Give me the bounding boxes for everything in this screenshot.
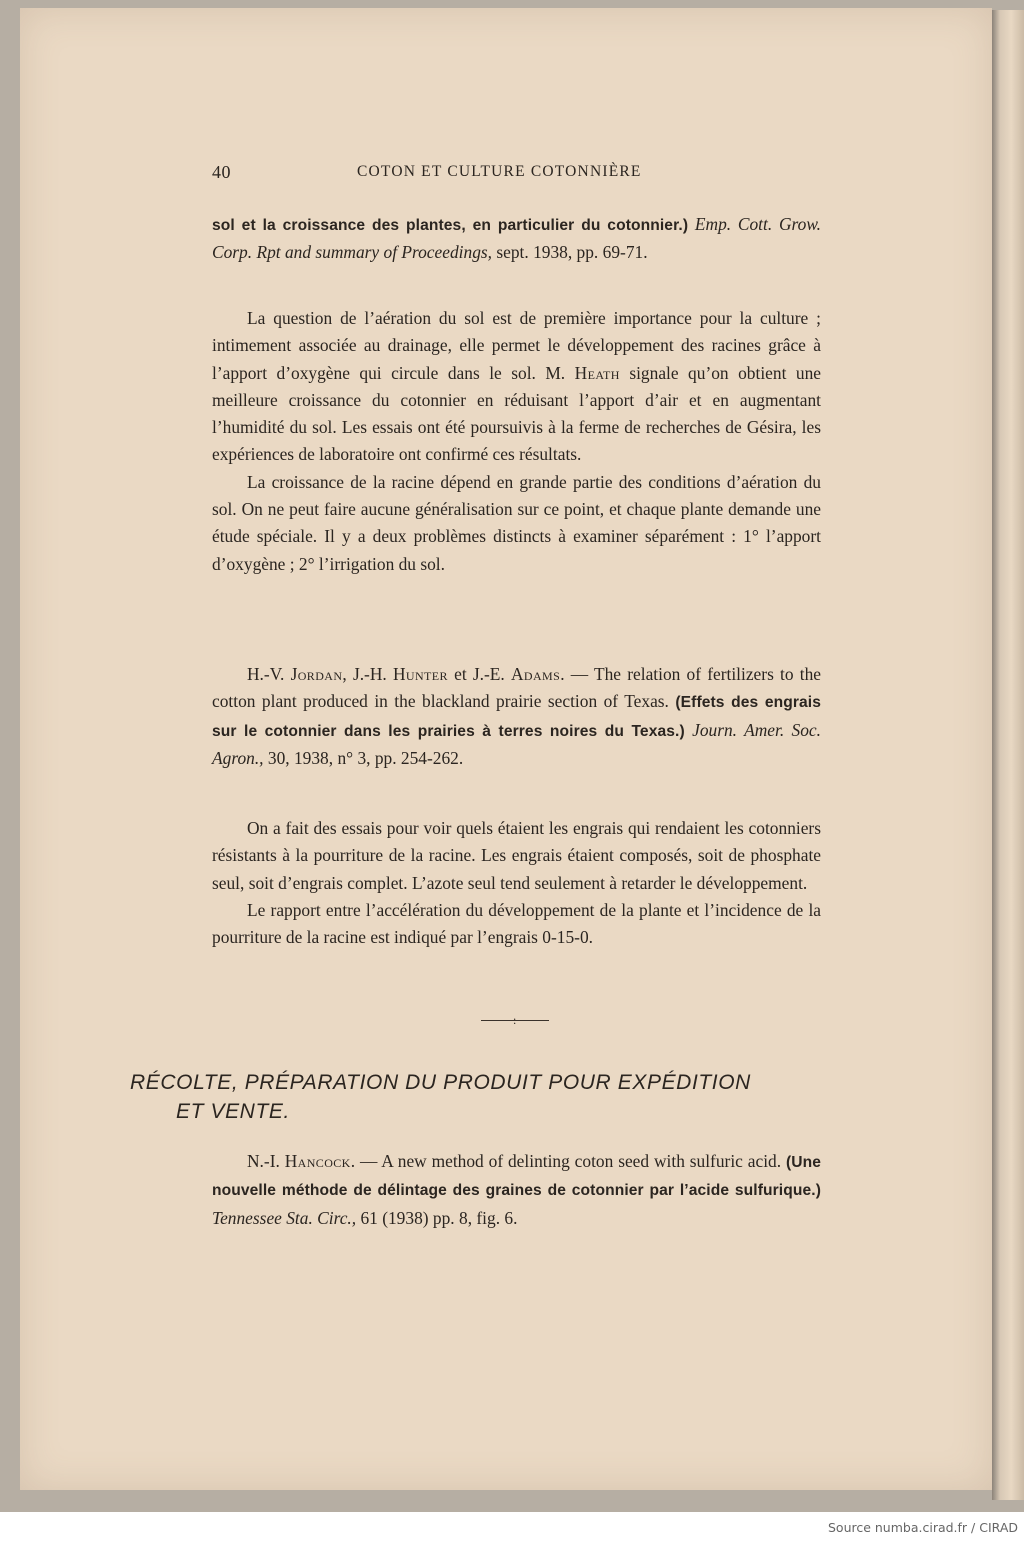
running-title: COTON ET CULTURE COTONNIÈRE bbox=[357, 163, 642, 180]
entry-continued-source: Emp. Cott. Grow. Corp. Rpt and summary of Proceedings, bbox=[212, 214, 821, 263]
divider-dot: : bbox=[513, 1013, 517, 1027]
paragraph-text: La question de l’aération du sol est de première importance pour la culture ; intimement associée au drainage, elle permet le développement des racines grâce à l’apport d’oxygène qui circule dans le sol. M. bbox=[212, 308, 821, 383]
entry-hancock bbox=[212, 1148, 821, 1232]
paragraph-engrais-1: On a fait des essais pour voir quels étaient les engrais qui rendaient les cotonniers résistants à la pourriture de la racine. Les engrais étaient composés, soit de phosphate seul, soit d’engrais complet. L’azote seul tend seulement à retarder le développement. bbox=[212, 818, 821, 893]
author-initials: , J.-H. bbox=[342, 664, 393, 684]
author-name: Jordan bbox=[290, 664, 343, 684]
entry-translation: (Une nouvelle méthode de délintage des graines de cotonnier par l’acide sulfurique.) bbox=[212, 1154, 822, 1200]
entry-source: Journ. Amer. Soc. Agron., bbox=[212, 719, 821, 768]
section-heading-line-1: RÉCOLTE, PRÉPARATION DU PRODUIT POUR EXPÉDITION bbox=[130, 1071, 751, 1094]
page-header bbox=[212, 160, 822, 186]
aeration-section bbox=[212, 305, 821, 578]
entry-pages: 61 (1938) pp. 8, fig. 6. bbox=[356, 1207, 518, 1228]
paragraph-aeration-1 bbox=[212, 305, 821, 469]
next-page-edge bbox=[992, 10, 1024, 1500]
paragraph-text: signale qu’on obtient une meilleure croissance du cotonnier en réduisant l’apport d’air et en augmentant l’humidité du sol. Les essais ont été poursuivis à la ferme de recherches de Gésira, les expériences de laboratoire ont confirmé ces résultats. bbox=[212, 362, 821, 465]
author-name: Hunter bbox=[392, 664, 448, 684]
entry-continued-bold: sol et la croissance des plantes, en particulier du cotonnier.) bbox=[212, 217, 689, 234]
section-heading bbox=[130, 1068, 850, 1126]
engrais-section bbox=[212, 815, 821, 951]
entry-continued bbox=[212, 211, 821, 267]
author-heath: Heath bbox=[574, 362, 620, 383]
author-initials: et J.-E. bbox=[447, 664, 511, 684]
entry-continued-pages: sept. 1938, pp. 69-71. bbox=[496, 242, 648, 263]
entry-source: Tennessee Sta. Circ., bbox=[212, 1207, 357, 1228]
author-name: Adams bbox=[510, 664, 561, 684]
author-initials: N.-I. bbox=[247, 1151, 285, 1171]
entry-title: . — A new method of delinting coton seed with sulfuric acid. bbox=[350, 1151, 786, 1171]
source-credit: Source numba.cirad.fr / CIRAD bbox=[827, 1520, 1018, 1535]
entry-jordan bbox=[212, 661, 821, 772]
entry-translation: (Effets des engrais sur le cotonnier dans les prairies à terres noires du Texas.) bbox=[212, 694, 821, 740]
section-heading-line-2: ET VENTE. bbox=[176, 1100, 290, 1123]
page-number: 40 bbox=[212, 162, 231, 182]
entry-title: . — The relation of fertilizers to the cotton plant produced in the blackland prairie section of Texas. bbox=[212, 664, 821, 712]
author-initials: H.-V. bbox=[247, 664, 291, 684]
section-divider bbox=[481, 1014, 549, 1028]
author-name: Hancock bbox=[284, 1151, 351, 1171]
paragraph-aeration-2: La croissance de la racine dépend en grande partie des conditions d’aération du sol. On ne peut faire aucune généralisation sur ce point, et chaque plante demande une étude spéciale. Il y a deux problèmes distincts à examiner séparément : 1° l’apport d’oxygène ; 2° l’irrigation du sol. bbox=[212, 471, 821, 574]
paragraph-engrais-2: Le rapport entre l’accélération du développement de la plante et l’incidence de la pourriture de la racine est indiqué par l’engrais 0-15-0. bbox=[212, 899, 821, 948]
entry-pages: 30, 1938, n° 3, pp. 254-262. bbox=[263, 747, 464, 768]
